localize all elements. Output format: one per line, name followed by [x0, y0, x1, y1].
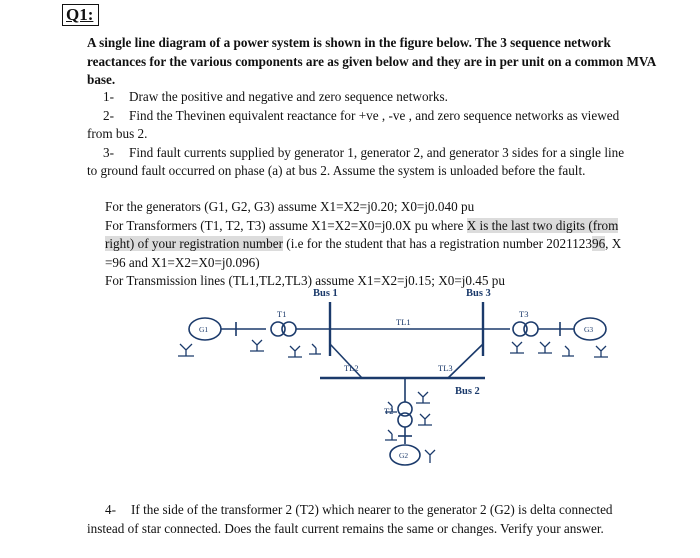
item-continuation: from bus 2. [87, 126, 148, 142]
item-number: 1- [103, 89, 114, 104]
tl1-label: TL1 [396, 317, 411, 327]
item-text: Find the Thevinen equivalent reactance for +ve , -ve , and zero sequence networks as viewed [129, 107, 620, 123]
transformer-t3-winding [524, 322, 538, 336]
bus2-label: Bus 2 [455, 386, 480, 397]
transformers-params [105, 217, 665, 236]
highlight-text: right) of your registration number [105, 236, 283, 252]
highlight-text: 96 [591, 236, 606, 252]
question-item-2 [87, 107, 667, 126]
lines-params: For Transmission lines (TL1,TL2,TL3) assume X1=X2=j0.15; X0=j0.45 pu [105, 273, 505, 289]
parameters-block [105, 198, 665, 291]
generators-params: For the generators (G1, G2, G3) assume X1=X2=j0.20; X0=j0.040 pu [105, 199, 475, 214]
transformers-text: , X [605, 236, 622, 252]
q4-continuation: instead of star connected. Does the fault current remains the same or changes. Verify your answer. [87, 520, 604, 536]
q4-line [105, 501, 685, 520]
highlight-text: X is the last two digits (from [466, 217, 619, 233]
g1-label: G1 [199, 325, 209, 334]
item-text: Draw the positive and negative and zero sequence networks. [129, 89, 448, 104]
line-tl3 [448, 344, 483, 378]
item-number: 4- [105, 502, 116, 517]
t1-label: T1 [277, 309, 287, 319]
t2-label: T2 [384, 406, 394, 416]
bus3-label: Bus 3 [466, 288, 491, 299]
tl2-label: TL2 [344, 363, 359, 373]
question-list [87, 88, 667, 181]
transformer-t2-winding [398, 402, 412, 416]
item-number: 3- [103, 144, 114, 160]
transformers-params-cont [105, 235, 665, 254]
item-text: If the side of the transformer 2 (T2) which nearer to the generator 2 (G2) is delta connected [131, 502, 613, 517]
g2-label: G2 [399, 451, 409, 460]
question-item-1 [87, 88, 667, 107]
transformers-example: =96 and X1=X2=X0=j0.096) [105, 254, 260, 270]
bus1-label: Bus 1 [313, 288, 338, 299]
tl3-label: TL3 [438, 363, 453, 373]
transformers-text: (i.e for the student that has a registration number 2021123 [283, 236, 592, 252]
transformers-text: For Transformers (T1, T2, T3) assume X1=X2=X0=j0.0X pu where [105, 217, 467, 233]
transformer-t3-winding [513, 322, 527, 336]
single-line-diagram [0, 284, 700, 484]
ground-icon [178, 340, 608, 463]
transformer-t1-winding [271, 322, 285, 336]
g3-label: G3 [584, 325, 594, 334]
item-continuation: to ground fault occurred on phase (a) at bus 2. Assume the system is unloaded before the fault. [87, 163, 586, 179]
transformer-t1-winding [282, 322, 296, 336]
transformer-t2-winding [398, 413, 412, 427]
intro-paragraph: A single line diagram of a power system is shown in the figure below. The 3 sequence network reactances for the various components are as given below and they are in per unit on a common MVA base. [87, 35, 656, 88]
item-number: 2- [103, 107, 114, 123]
question-label: Q1: [62, 4, 99, 26]
item-text: Find fault currents supplied by generator 1, generator 2, and generator 3 sides for a single line [129, 144, 625, 160]
question-item-3 [87, 144, 667, 163]
t3-label: T3 [519, 309, 529, 319]
question-item-4 [87, 501, 685, 538]
